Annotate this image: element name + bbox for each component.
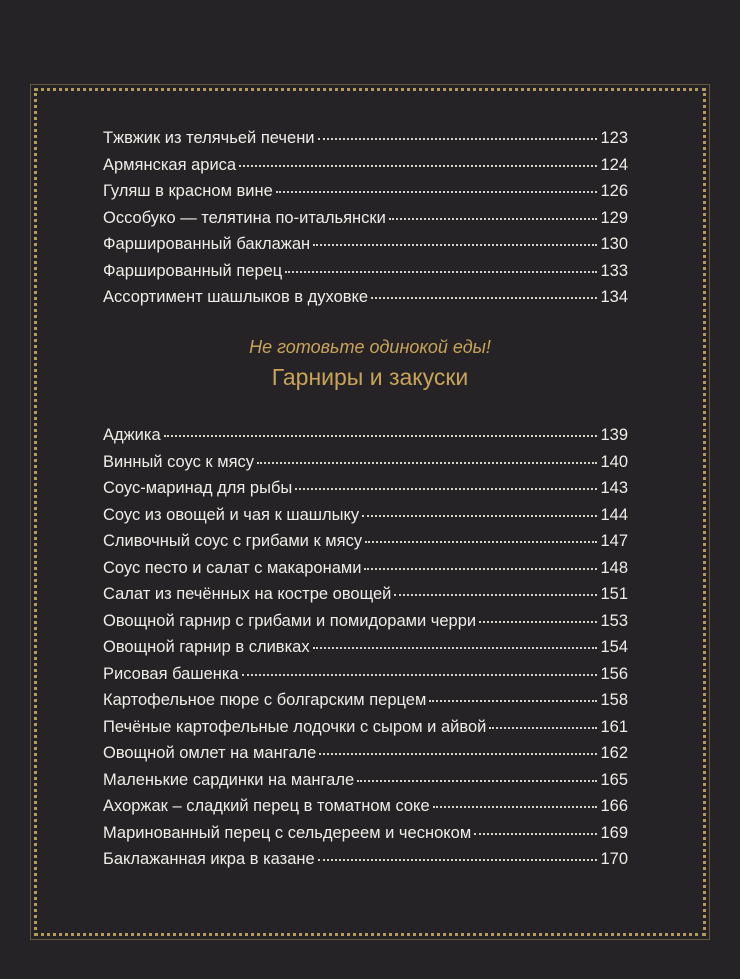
toc-entry-page: 156	[600, 664, 628, 683]
toc-entry-page: 148	[600, 558, 628, 577]
dot-leader	[313, 646, 598, 649]
dot-leader	[239, 164, 597, 167]
dot-leader	[164, 434, 598, 437]
toc-entry	[103, 152, 628, 179]
toc-entry-page: 169	[600, 823, 628, 842]
toc-entry	[103, 422, 628, 449]
toc-entry	[103, 178, 628, 205]
toc-entry	[103, 284, 628, 311]
toc-entry	[103, 714, 628, 741]
dot-leader	[257, 461, 597, 464]
dot-leader	[364, 567, 597, 570]
section-subtitle: Не готовьте одинокой еды!	[249, 337, 491, 357]
toc-entry-title: Овощной гарнир с грибами и помидорами черри	[103, 611, 477, 630]
toc-entry-page: 124	[600, 155, 628, 174]
dot-leader	[371, 296, 597, 299]
toc-entry	[103, 528, 628, 555]
toc-list-main-dishes	[103, 125, 628, 311]
dot-leader	[389, 217, 598, 220]
toc-entry	[103, 502, 628, 529]
toc-entry-page: 170	[600, 850, 628, 868]
toc-entry-page: 143	[600, 479, 628, 497]
dot-leader	[489, 726, 597, 729]
toc-entry-page: 134	[600, 288, 628, 306]
toc-entry	[103, 740, 628, 767]
dot-leader	[319, 752, 597, 755]
toc-entry-title: Соус из овощей и чая к шашлыку	[103, 505, 360, 524]
dot-leader	[318, 858, 598, 861]
toc-entry-page: 144	[600, 505, 628, 524]
toc-entry-page: 154	[600, 638, 628, 656]
toc-entry-page: 153	[600, 611, 628, 630]
toc-entry	[103, 820, 628, 847]
toc-entry-page: 151	[600, 585, 628, 603]
toc-entry-page: 162	[600, 744, 628, 762]
toc-entry-title: Ахоржак – сладкий перец в томатном соке	[103, 797, 430, 815]
toc-entry-title: Фаршированный перец	[103, 261, 283, 280]
dot-leader	[318, 137, 598, 140]
toc-list-side-dishes	[103, 422, 628, 873]
toc-entry-page: 133	[600, 261, 628, 280]
toc-entry-page: 158	[600, 691, 628, 709]
toc-entry-title: Тжвжик из телячьей печени	[103, 129, 315, 147]
dot-leader	[429, 699, 597, 702]
toc-entry	[103, 449, 628, 476]
toc-entry	[103, 125, 628, 152]
toc-entry-title: Соус песто и салат с макаронами	[103, 558, 362, 577]
toc-entry	[103, 231, 628, 258]
toc-entry	[103, 661, 628, 688]
toc-entry-title: Маринованный перец с сельдереем и чесноком	[103, 823, 472, 842]
toc-entry	[103, 687, 628, 714]
toc-entry	[103, 555, 628, 582]
dot-leader	[479, 620, 597, 623]
toc-entry-page: 161	[600, 717, 628, 736]
section-title: Гарниры и закуски	[271, 364, 469, 390]
toc-entry-page: 123	[600, 129, 628, 147]
dot-leader	[313, 243, 597, 246]
toc-entry-page: 129	[600, 208, 628, 227]
toc-entry-title: Маленькие сардинки на мангале	[103, 770, 355, 789]
toc-entry	[103, 846, 628, 873]
toc-entry-page: 139	[600, 426, 628, 444]
dot-leader	[394, 593, 597, 596]
toc-entry-page: 140	[600, 452, 628, 471]
toc-entry-title: Салат из печённых на костре овощей	[103, 585, 392, 603]
toc-entry-page: 126	[600, 182, 628, 200]
toc-entry-page: 165	[600, 770, 628, 789]
dot-leader	[357, 779, 597, 782]
toc-entry	[103, 767, 628, 794]
dot-leader	[285, 270, 597, 273]
toc-entry-page: 130	[600, 235, 628, 253]
toc-entry-title: Рисовая башенка	[103, 664, 239, 683]
toc-entry	[103, 258, 628, 285]
toc-entry-title: Соус-маринад для рыбы	[103, 479, 293, 497]
toc-entry	[103, 475, 628, 502]
toc-entry-title: Ассортимент шашлыков в духовке	[103, 288, 369, 306]
toc-entry	[103, 581, 628, 608]
toc-entry-title: Сливочный соус с грибами к мясу	[103, 532, 363, 550]
toc-entry-page: 166	[600, 797, 628, 815]
toc-entry-page: 147	[600, 532, 628, 550]
toc-entry-title: Оссобуко — телятина по-итальянски	[103, 208, 386, 227]
toc-entry-title: Армянская ариса	[103, 155, 237, 174]
toc-entry-title: Баклажанная икра в казане	[103, 850, 315, 868]
toc-entry-title: Овощной гарнир в сливках	[103, 638, 310, 656]
toc-entry-title: Аджика	[103, 426, 161, 444]
dot-leader	[276, 190, 598, 193]
toc-entry-title: Печёные картофельные лодочки с сыром и айвой	[103, 717, 487, 736]
toc-entry-title: Гуляш в красном вине	[103, 182, 273, 200]
toc-entry-title: Винный соус к мясу	[103, 452, 255, 471]
toc-entry	[103, 205, 628, 232]
toc-entry-title: Картофельное пюре с болгарским перцем	[103, 691, 427, 709]
toc-entry-title: Фаршированный баклажан	[103, 235, 311, 253]
dot-leader	[433, 805, 598, 808]
toc-entry-title: Овощной омлет на мангале	[103, 744, 317, 762]
dot-leader	[242, 673, 598, 676]
toc-entry	[103, 793, 628, 820]
toc-entry	[103, 608, 628, 635]
dot-leader	[295, 487, 597, 490]
dot-leader	[474, 832, 597, 835]
dot-leader	[365, 540, 597, 543]
toc-entry	[103, 634, 628, 661]
dot-leader	[362, 514, 597, 517]
